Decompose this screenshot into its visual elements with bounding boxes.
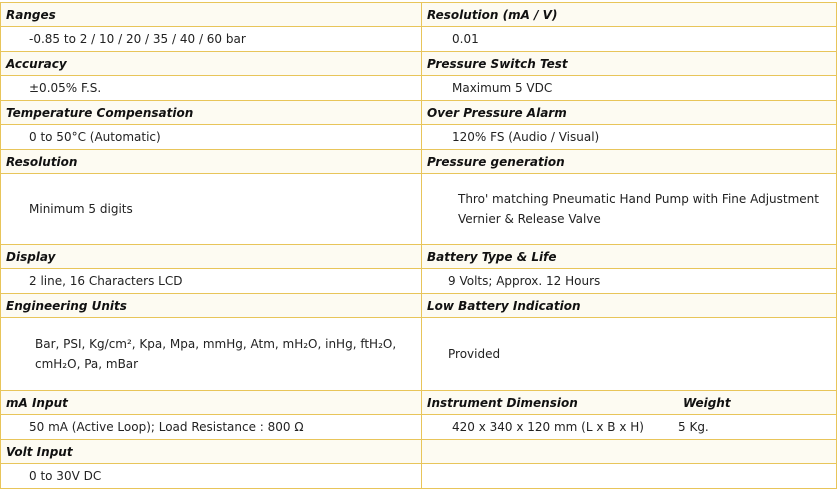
spec-heading: Over Pressure Alarm [422,101,837,125]
spec-value: 0.01 [422,27,837,52]
table-row [1,318,837,391]
spec-heading: mA Input [1,391,422,415]
table-row [1,76,837,101]
table-row [1,415,837,440]
spec-heading: Weight [683,395,731,410]
spec-value-empty [422,464,837,489]
spec-value: 50 mA (Active Loop); Load Resistance : 800 Ω [1,415,422,440]
table-row [1,174,837,245]
spec-heading: Temperature Compensation [1,101,422,125]
spec-value-line: cmH₂O, Pa, mBar [35,357,139,371]
spec-heading-pair [422,391,837,415]
spec-heading: Pressure generation [422,150,837,174]
spec-value: 420 x 340 x 120 mm (L x B x H) [452,420,644,434]
spec-value: 120% FS (Audio / Visual) [422,125,837,150]
spec-heading: Resolution [1,150,422,174]
spec-value: Maximum 5 VDC [422,76,837,101]
spec-value-multiline [1,318,422,391]
spec-heading-empty [422,440,837,464]
spec-value-line: Vernier & Release Valve [458,212,601,226]
table-row [1,27,837,52]
spec-value-line: Thro' matching Pneumatic Hand Pump with Fine Adjustment [458,192,819,206]
table-row [1,101,837,125]
table-row [1,3,837,27]
spec-heading: Instrument Dimension [427,395,578,410]
spec-heading: Battery Type & Life [422,245,837,269]
spec-value: 0 to 30V DC [1,464,422,489]
spec-value: 9 Volts; Approx. 12 Hours [422,269,837,294]
spec-heading: Resolution (mA / V) [422,3,837,27]
table-row [1,391,837,415]
table-row [1,150,837,174]
spec-value-line: Bar, PSI, Kg/cm², Kpa, Mpa, mmHg, Atm, mH₂O, inHg, ftH₂O, [35,337,397,351]
table-row [1,269,837,294]
spec-heading: Volt Input [1,440,422,464]
spec-value: -0.85 to 2 / 10 / 20 / 35 / 40 / 60 bar [1,27,422,52]
spec-heading: Ranges [1,3,422,27]
spec-value: ±0.05% F.S. [1,76,422,101]
spec-value: 0 to 50°C (Automatic) [1,125,422,150]
table-row [1,294,837,318]
specifications-table [0,2,837,489]
table-row [1,245,837,269]
spec-value-multiline [422,174,837,245]
spec-value: Provided [422,318,837,391]
spec-heading: Accuracy [1,52,422,76]
spec-value: 2 line, 16 Characters LCD [1,269,422,294]
spec-value-pair [422,415,837,440]
table-row [1,464,837,489]
spec-heading: Display [1,245,422,269]
table-row [1,125,837,150]
spec-heading: Engineering Units [1,294,422,318]
table-row [1,52,837,76]
spec-heading: Low Battery Indication [422,294,837,318]
spec-value: Minimum 5 digits [1,174,422,245]
spec-value: 5 Kg. [678,420,709,434]
spec-heading: Pressure Switch Test [422,52,837,76]
table-row [1,440,837,464]
